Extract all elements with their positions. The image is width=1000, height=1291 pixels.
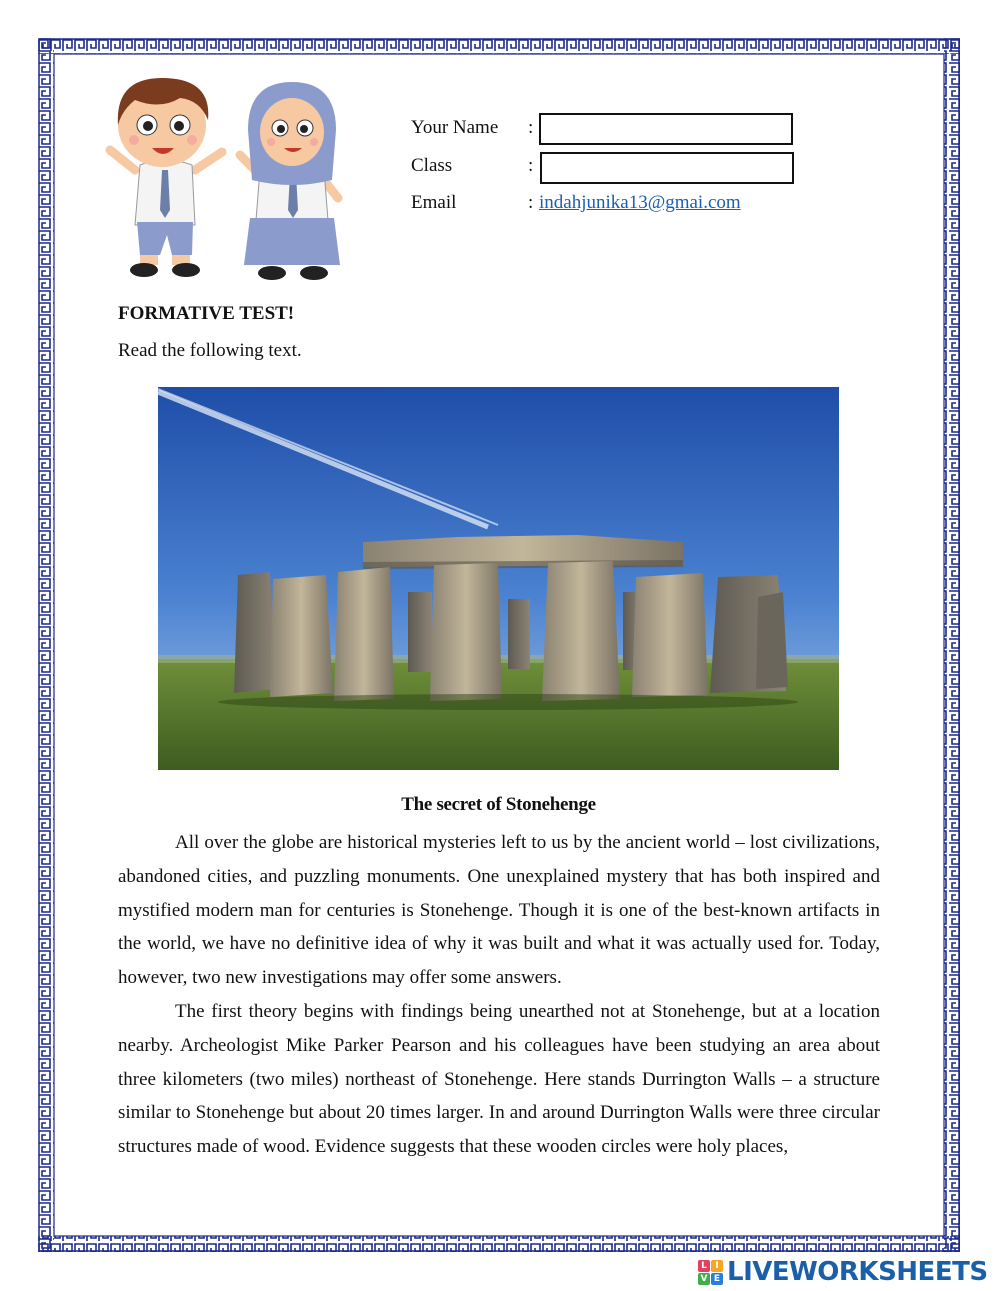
class-colon: : [528, 155, 534, 176]
students-illustration-icon [100, 70, 350, 285]
logo-letter-i: I [711, 1260, 723, 1272]
name-input[interactable] [539, 113, 793, 145]
class-input[interactable] [540, 152, 794, 184]
logo-letter-l: L [698, 1260, 710, 1272]
boy-student-icon [110, 78, 222, 277]
instruction-text: Read the following text. [118, 340, 302, 361]
girl-student-icon [240, 82, 340, 280]
email-link[interactable]: indahjunika13@gmai.com [539, 192, 741, 213]
class-label: Class [411, 155, 453, 176]
stonehenge-photo [158, 387, 839, 770]
name-colon: : [528, 117, 534, 138]
article-body [118, 826, 880, 1164]
logo-letter-e: E [711, 1273, 723, 1285]
liveworksheets-logo-icon [698, 1260, 723, 1285]
article-title: The secret of Stonehenge [401, 794, 596, 815]
logo-letter-v: V [698, 1273, 710, 1285]
logo-text: LIVEWORKSHEETS [727, 1257, 988, 1287]
email-label: Email [411, 192, 457, 213]
email-colon: : [528, 192, 534, 213]
liveworksheets-logo [698, 1258, 988, 1286]
name-label: Your Name [411, 117, 499, 138]
page-heading: FORMATIVE TEST! [118, 303, 295, 324]
article-paragraph-2: The first theory begins with findings being unearthed not at Stonehenge, but at a location nearby. Archeologist Mike Parker Pearson and his colleagues have been studying an area about three kilometers (two miles) northeast of Stonehenge. Here stands Durrington Walls – a structure similar to Stonehenge but about 20 times larger. In and around Durrington Walls were three circular structures made of wood. Evidence suggests that these wooden circles were holy places, [118, 1000, 880, 1158]
article-paragraph-1: All over the globe are historical mysteries left to us by the ancient world – lost civilizations, abandoned cities, and puzzling monuments. One unexplained mystery that has both inspired and mystified modern man for centuries is Stonehenge. Though it is one of the best-known artifacts in the world, we have no definitive idea of why it was built and what it was actually used for. Today, however, two new investigations may offer some answers. [118, 832, 880, 989]
